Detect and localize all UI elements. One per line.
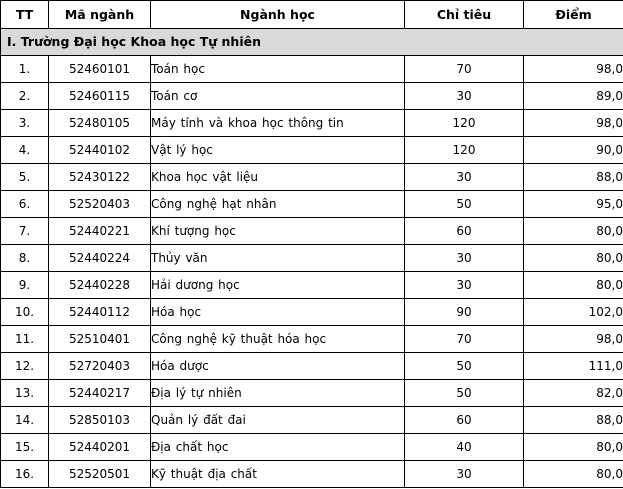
major-code: 52720403 — [49, 353, 151, 380]
major-code: 52460101 — [49, 56, 151, 83]
score-value: 95,0 — [524, 191, 623, 218]
score-value: 90,0 — [524, 137, 623, 164]
quota-value: 30 — [405, 164, 524, 191]
row-number: 6. — [1, 191, 49, 218]
row-number: 16. — [1, 461, 49, 488]
major-name: Địa lý tự nhiên — [151, 380, 405, 407]
header-quota: Chỉ tiêu — [405, 1, 524, 29]
table-row — [1, 191, 623, 218]
quota-value: 90 — [405, 299, 524, 326]
table-row — [1, 218, 623, 245]
major-code: 52440224 — [49, 245, 151, 272]
table-row — [1, 353, 623, 380]
header-code: Mã ngành — [49, 1, 151, 29]
quota-value: 70 — [405, 326, 524, 353]
table-row — [1, 83, 623, 110]
quota-value: 40 — [405, 434, 524, 461]
quota-value: 30 — [405, 83, 524, 110]
major-code: 52460115 — [49, 83, 151, 110]
quota-value: 30 — [405, 461, 524, 488]
quota-value: 30 — [405, 272, 524, 299]
header-major: Ngành học — [151, 1, 405, 29]
score-value: 102,0 — [524, 299, 623, 326]
major-code: 52440201 — [49, 434, 151, 461]
major-code: 52430122 — [49, 164, 151, 191]
table-row — [1, 434, 623, 461]
quota-value: 50 — [405, 380, 524, 407]
quota-value: 50 — [405, 353, 524, 380]
major-name: Địa chất học — [151, 434, 405, 461]
header-tt: TT — [1, 1, 49, 29]
table-row — [1, 56, 623, 83]
score-value: 98,0 — [524, 56, 623, 83]
major-name: Khí tượng học — [151, 218, 405, 245]
table-row — [1, 137, 623, 164]
row-number: 10. — [1, 299, 49, 326]
score-value: 80,0 — [524, 272, 623, 299]
major-code: 52440112 — [49, 299, 151, 326]
quota-value: 60 — [405, 407, 524, 434]
table-row — [1, 380, 623, 407]
major-code: 52440228 — [49, 272, 151, 299]
header-score: Điểm — [524, 1, 623, 29]
table-row — [1, 326, 623, 353]
row-number: 7. — [1, 218, 49, 245]
major-code: 52440217 — [49, 380, 151, 407]
table-row — [1, 299, 623, 326]
major-name: Công nghệ hạt nhân — [151, 191, 405, 218]
major-name: Toán cơ — [151, 83, 405, 110]
quota-value: 120 — [405, 110, 524, 137]
row-number: 9. — [1, 272, 49, 299]
table-row — [1, 272, 623, 299]
section-row — [1, 29, 623, 56]
quota-value: 70 — [405, 56, 524, 83]
major-name: Máy tính và khoa học thông tin — [151, 110, 405, 137]
score-value: 89,0 — [524, 83, 623, 110]
table-row — [1, 407, 623, 434]
major-code: 52850103 — [49, 407, 151, 434]
major-code: 52520403 — [49, 191, 151, 218]
table-row — [1, 110, 623, 137]
major-code: 52480105 — [49, 110, 151, 137]
score-value: 80,0 — [524, 461, 623, 488]
row-number: 3. — [1, 110, 49, 137]
row-number: 5. — [1, 164, 49, 191]
quota-value: 120 — [405, 137, 524, 164]
row-number: 13. — [1, 380, 49, 407]
major-name: Hóa học — [151, 299, 405, 326]
major-name: Hóa dược — [151, 353, 405, 380]
score-value: 82,0 — [524, 380, 623, 407]
row-number: 11. — [1, 326, 49, 353]
score-value: 80,0 — [524, 245, 623, 272]
score-value: 88,0 — [524, 164, 623, 191]
major-code: 52440221 — [49, 218, 151, 245]
row-number: 1. — [1, 56, 49, 83]
score-value: 80,0 — [524, 434, 623, 461]
table-header-row — [1, 1, 623, 29]
table-row — [1, 164, 623, 191]
row-number: 15. — [1, 434, 49, 461]
major-name: Toán học — [151, 56, 405, 83]
row-number: 8. — [1, 245, 49, 272]
quota-value: 30 — [405, 245, 524, 272]
major-name: Thủy văn — [151, 245, 405, 272]
row-number: 14. — [1, 407, 49, 434]
major-code: 52520501 — [49, 461, 151, 488]
table-row — [1, 461, 623, 488]
major-name: Quản lý đất đai — [151, 407, 405, 434]
quota-value: 50 — [405, 191, 524, 218]
major-name: Công nghệ kỹ thuật hóa học — [151, 326, 405, 353]
row-number: 12. — [1, 353, 49, 380]
major-name: Khoa học vật liệu — [151, 164, 405, 191]
major-name: Hải dương học — [151, 272, 405, 299]
score-value: 98,0 — [524, 326, 623, 353]
major-code: 52440102 — [49, 137, 151, 164]
score-value: 111,0 — [524, 353, 623, 380]
row-number: 4. — [1, 137, 49, 164]
quota-value: 60 — [405, 218, 524, 245]
score-value: 98,0 — [524, 110, 623, 137]
major-code: 52510401 — [49, 326, 151, 353]
table-row — [1, 245, 623, 272]
row-number: 2. — [1, 83, 49, 110]
major-name: Vật lý học — [151, 137, 405, 164]
score-value: 80,0 — [524, 218, 623, 245]
major-name: Kỹ thuật địa chất — [151, 461, 405, 488]
score-value: 88,0 — [524, 407, 623, 434]
section-title: I. Trường Đại học Khoa học Tự nhiên — [1, 29, 623, 56]
